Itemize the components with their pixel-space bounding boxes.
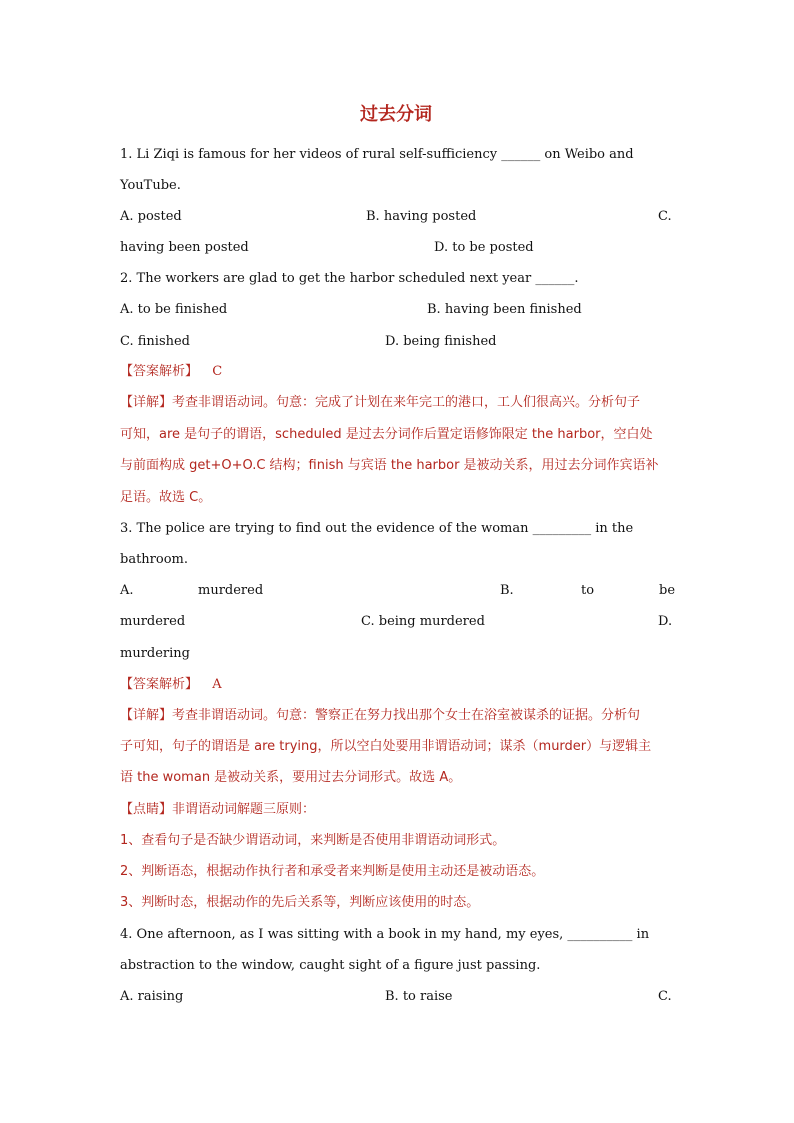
q2-detail-line3: 与前面构成 get+O+O.C 结构；finish 与宾语 the harbor 是被动关系，用过去分词作宾语补 [120, 458, 659, 473]
q3-tip-2: 2、判断语态，根据动作执行者和承受者来判断是使用主动还是被动语态。 [120, 864, 545, 879]
q2-option-b: B. having been finished [427, 302, 582, 317]
q3-answer-value: A [212, 677, 222, 692]
q1-stem-line1: 1. Li Ziqi is famous for her videos of rural self-sufficiency ______ on Weibo and [120, 147, 634, 162]
q2-answer-row [120, 363, 222, 381]
q3-option-b-word1: to [581, 583, 595, 598]
q2-option-c: C. finished [120, 334, 191, 349]
q1-stem-line2: YouTube. [120, 178, 181, 193]
q3-option-b-word2: be [659, 583, 676, 598]
q4-option-b: B. to raise [385, 989, 453, 1004]
q2-detail-line2: 可知，are 是句子的谓语，scheduled 是过去分词作后置定语修饰限定 the harbor，空白处 [120, 427, 653, 442]
q3-answer-row [120, 676, 222, 694]
page-title: 过去分词 [360, 104, 432, 125]
q3-option-d-text: murdering [120, 646, 190, 661]
q1-option-d: D. to be posted [434, 240, 534, 255]
q2-detail-line4: 足语。故选 C。 [120, 490, 212, 505]
q1-option-c-text: having been posted [120, 240, 249, 255]
q3-detail-line1: 【详解】考查非谓语动词。句意：警察正在努力找出那个女士在浴室被谋杀的证据。分析句 [120, 708, 641, 723]
q3-answer-label: 【答案解析】 [120, 677, 199, 692]
q2-answer-label: 【答案解析】 [120, 364, 199, 379]
q3-option-b-letter: B. [500, 583, 514, 598]
q1-option-a: A. posted [120, 209, 182, 224]
q3-option-a-letter: A. [120, 583, 134, 598]
q3-stem-line1: 3. The police are trying to find out the evidence of the woman _________ in the [120, 521, 634, 536]
q3-tip-3: 3、判断时态，根据动作的先后关系等，判断应该使用的时态。 [120, 895, 480, 910]
q2-option-d: D. being finished [385, 334, 497, 349]
q3-tip-title: 【点睛】非谓语动词解题三原则： [120, 802, 316, 817]
q3-option-c: C. being murdered [361, 614, 485, 629]
q4-option-a: A. raising [120, 989, 184, 1004]
q3-option-d-letter: D. [658, 614, 673, 629]
q4-stem-line1: 4. One afternoon, as I was sitting with a book in my hand, my eyes, __________ in [120, 927, 650, 942]
q1-option-c-letter: C. [658, 209, 672, 224]
q3-option-a-text: murdered [198, 583, 264, 598]
q3-detail-line3: 语 the woman 是被动关系，要用过去分词形式。故选 A。 [120, 770, 462, 785]
q4-stem-line2: abstraction to the window, caught sight of a figure just passing. [120, 958, 541, 973]
q1-option-b: B. having posted [366, 209, 477, 224]
q2-option-a: A. to be finished [120, 302, 228, 317]
q3-option-b-text: murdered [120, 614, 186, 629]
q2-answer-value: C [212, 364, 223, 379]
q4-option-c-letter: C. [658, 989, 672, 1004]
q2-detail-line1: 【详解】考查非谓语动词。句意：完成了计划在来年完工的港口，工人们很高兴。分析句子 [120, 395, 641, 410]
q3-stem-line2: bathroom. [120, 552, 188, 567]
q3-tip-1: 1、查看句子是否缺少谓语动词，来判断是否使用非谓语动词形式。 [120, 833, 506, 848]
q3-detail-line2: 子可知，句子的谓语是 are trying，所以空白处要用非谓语动词；谋杀（murder）与逻辑主 [120, 739, 652, 754]
q2-stem: 2. The workers are glad to get the harbor scheduled next year ______. [120, 271, 579, 286]
